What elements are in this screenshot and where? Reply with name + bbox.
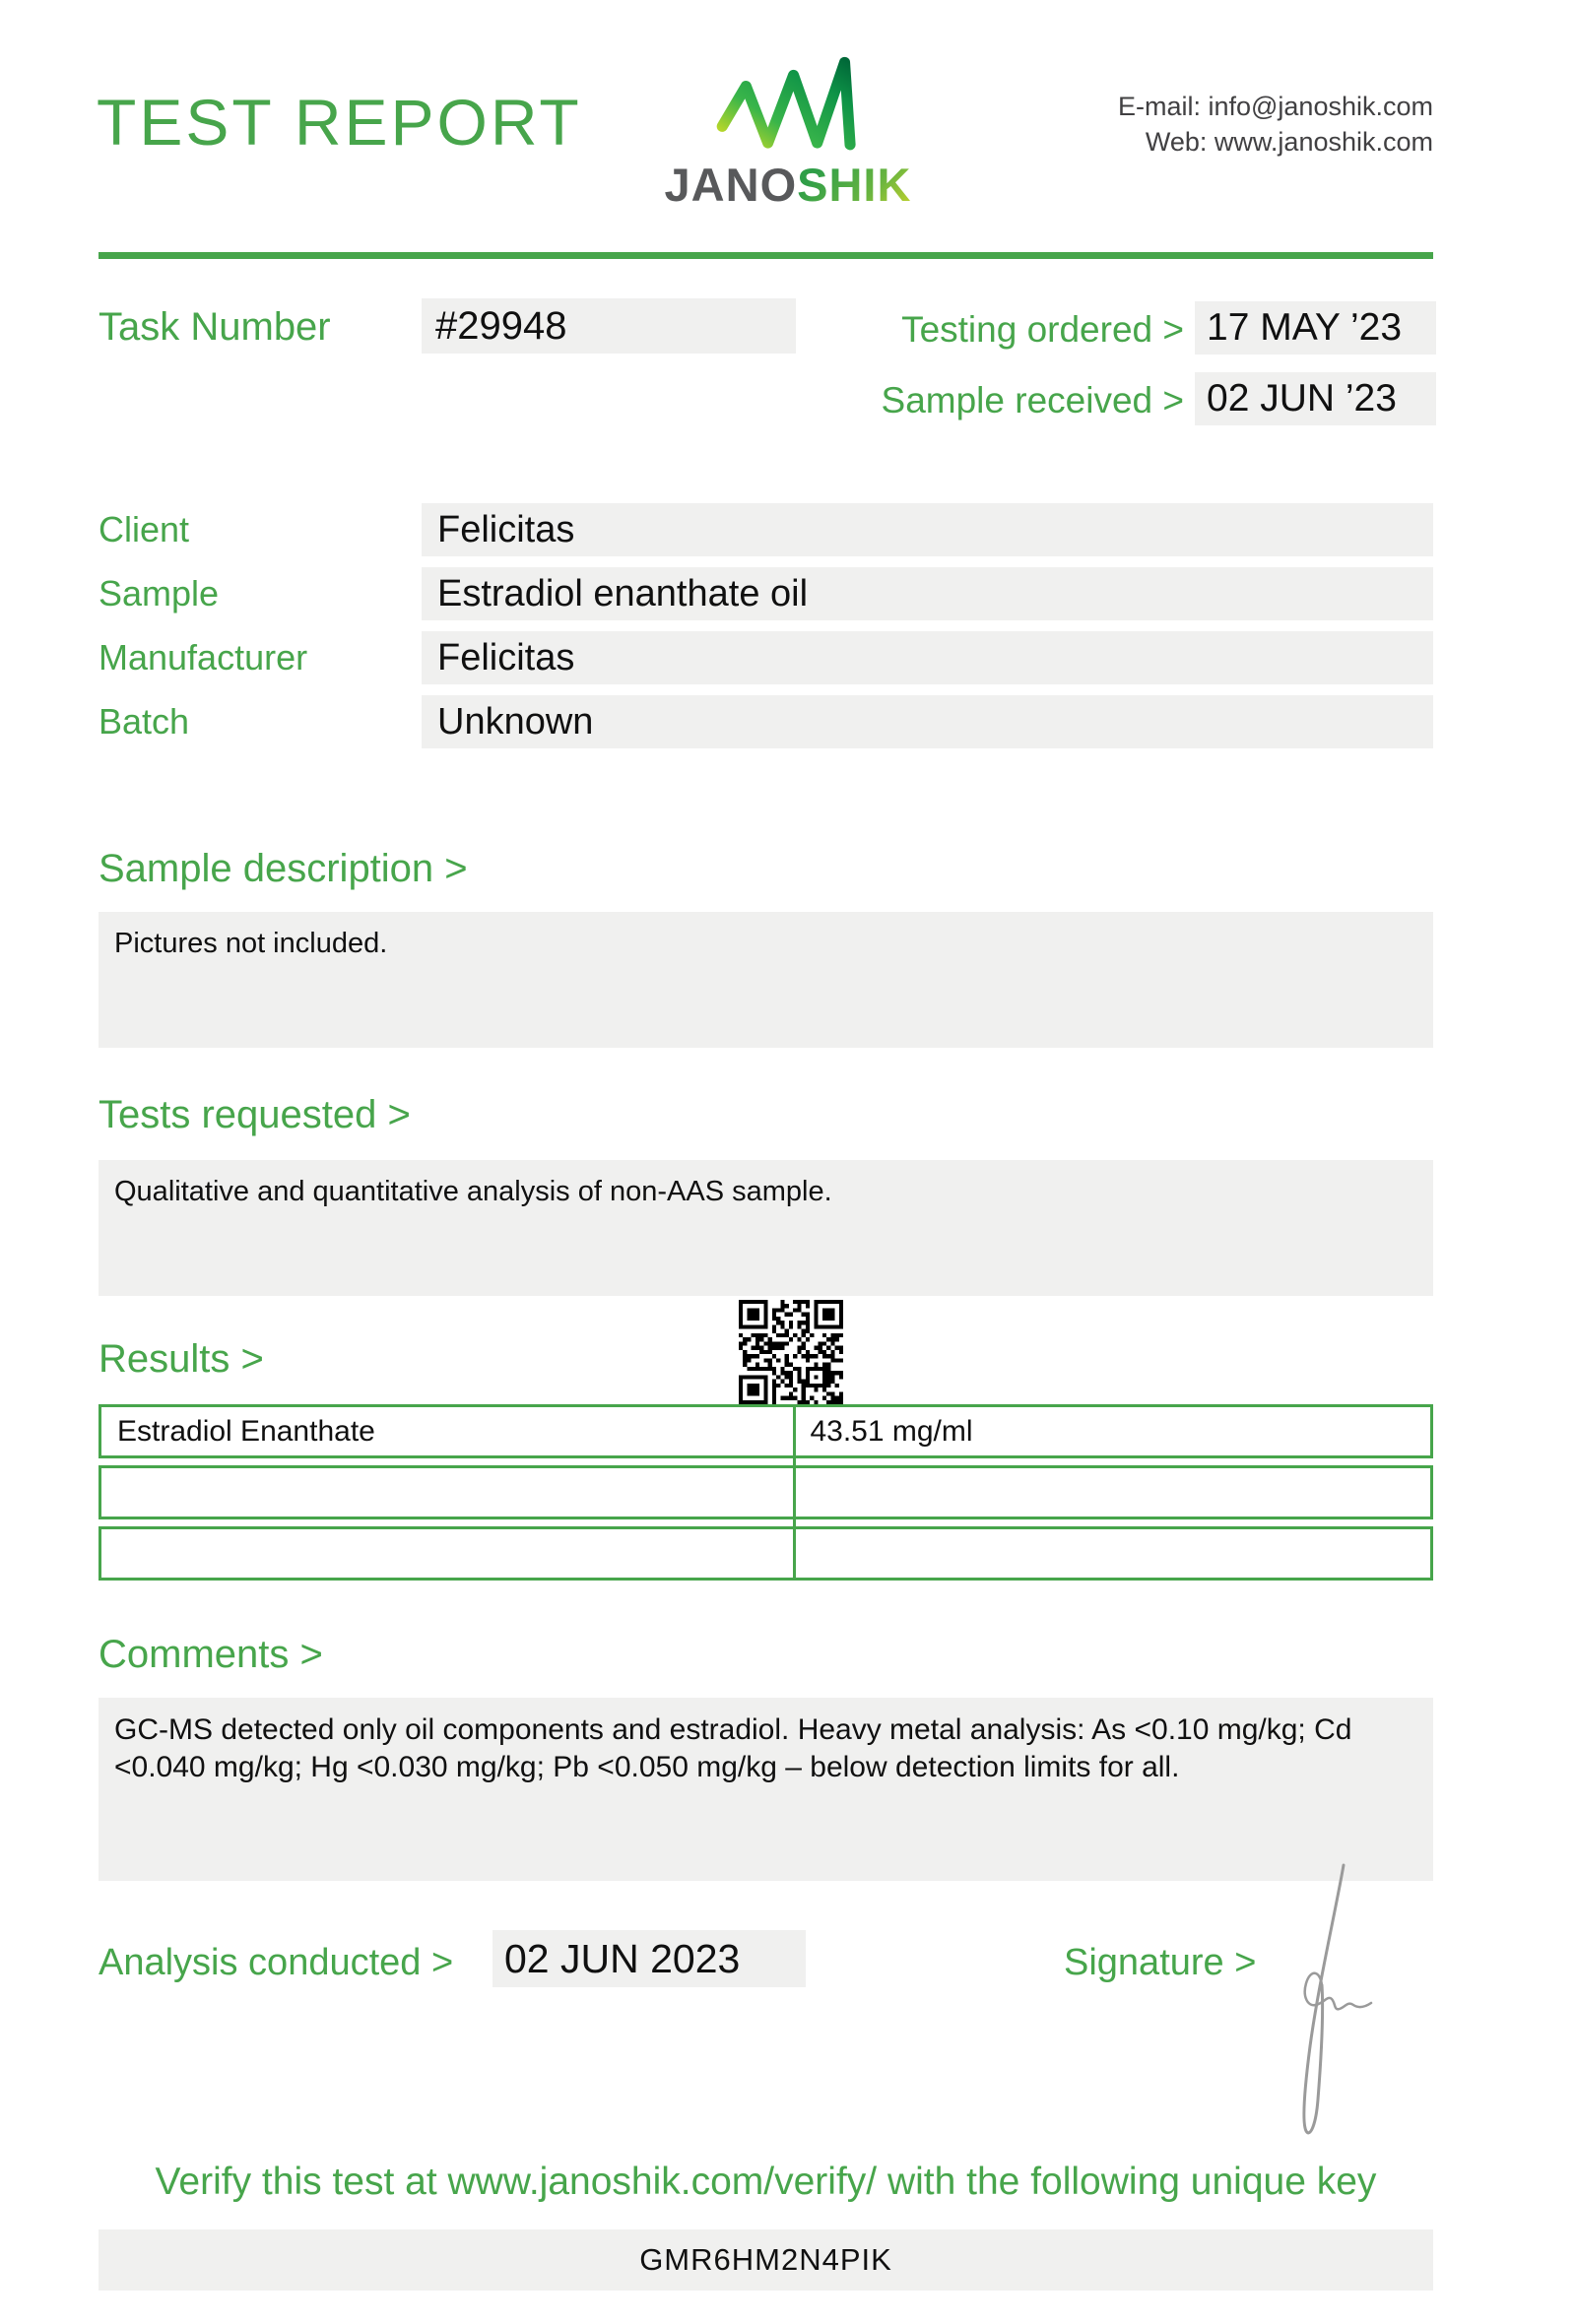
- result-amount: [792, 1529, 1430, 1578]
- client-value: Felicitas: [437, 509, 575, 550]
- tests-requested-box: Qualitative and quantitative analysis of non-AAS sample.: [98, 1160, 1433, 1296]
- sample-received-value: 02 JUN ’23: [1207, 377, 1397, 420]
- result-amount: [792, 1468, 1430, 1517]
- table-row: [98, 1404, 1433, 1458]
- batch-label: Batch: [98, 701, 190, 742]
- batch-field: [422, 695, 1433, 748]
- contact-block: [1118, 89, 1433, 160]
- signature-scribble-icon: [1249, 1859, 1397, 2145]
- comments-heading: Comments >: [98, 1633, 323, 1676]
- info-row-batch: [98, 695, 1433, 748]
- task-number-value: #29948: [435, 304, 567, 348]
- header-divider: [98, 252, 1433, 259]
- trend-chart-icon: [703, 55, 873, 156]
- task-number-field: [422, 298, 796, 354]
- sample-value: Estradiol enanthate oil: [437, 573, 809, 614]
- result-substance: [101, 1529, 792, 1578]
- info-row-sample: [98, 567, 1433, 620]
- testing-ordered-label: Testing ordered >: [901, 309, 1184, 350]
- brand-wordmark-right: SHIK: [797, 159, 912, 211]
- verify-instruction: Verify this test at www.janoshik.com/verify/ with the following unique key: [155, 2161, 1377, 2203]
- results-table: [98, 1404, 1433, 1581]
- manufacturer-label: Manufacturer: [98, 637, 308, 678]
- signature-label: Signature >: [1064, 1942, 1257, 1983]
- info-row-client: [98, 503, 1433, 556]
- contact-web: Web: www.janoshik.com: [1145, 127, 1433, 157]
- testing-ordered-field: [1195, 301, 1436, 355]
- results-heading: Results >: [98, 1337, 264, 1381]
- result-substance: Estradiol Enanthate: [117, 1415, 375, 1448]
- page-title: TEST REPORT: [97, 86, 582, 159]
- brand-logo: [650, 55, 926, 212]
- results-table-column-divider: [793, 1404, 796, 1581]
- analysis-date-value: 02 JUN 2023: [504, 1936, 741, 1981]
- manufacturer-value: Felicitas: [437, 637, 575, 678]
- manufacturer-field: [422, 631, 1433, 684]
- brand-wordmark: [650, 158, 926, 212]
- sample-received-field: [1195, 372, 1436, 425]
- table-row: [98, 1526, 1433, 1581]
- verify-key-value: GMR6HM2N4PIK: [639, 2242, 892, 2277]
- batch-value: Unknown: [437, 701, 594, 742]
- sample-field: [422, 567, 1433, 620]
- result-substance: [101, 1468, 792, 1517]
- analysis-conducted-label: Analysis conducted >: [98, 1942, 454, 1983]
- tests-requested-heading: Tests requested >: [98, 1093, 411, 1136]
- analysis-date-field: [492, 1930, 806, 1987]
- client-field: [422, 503, 1433, 556]
- result-amount: 43.51 mg/ml: [810, 1415, 973, 1448]
- client-label: Client: [98, 509, 190, 549]
- contact-email: E-mail: info@janoshik.com: [1117, 92, 1433, 121]
- qr-code-icon: [739, 1300, 843, 1404]
- sample-received-label: Sample received >: [881, 380, 1184, 420]
- table-row: [98, 1465, 1433, 1519]
- sample-label: Sample: [98, 573, 220, 613]
- brand-wordmark-left: JANO: [664, 159, 798, 211]
- info-row-manufacturer: [98, 631, 1433, 684]
- sample-description-box: Pictures not included.: [98, 912, 1433, 1048]
- sample-description-heading: Sample description >: [98, 847, 468, 890]
- testing-ordered-value: 17 MAY ’23: [1207, 306, 1403, 349]
- comments-box: GC-MS detected only oil components and estradiol. Heavy metal analysis: As <0.10 mg/kg; Cd <0.040 mg/kg; Hg <0.030 mg/kg; Pb <0.050 mg/kg – below detection limits for all.: [98, 1698, 1433, 1881]
- verify-key-field: [98, 2229, 1433, 2291]
- task-number-label: Task Number: [98, 305, 331, 349]
